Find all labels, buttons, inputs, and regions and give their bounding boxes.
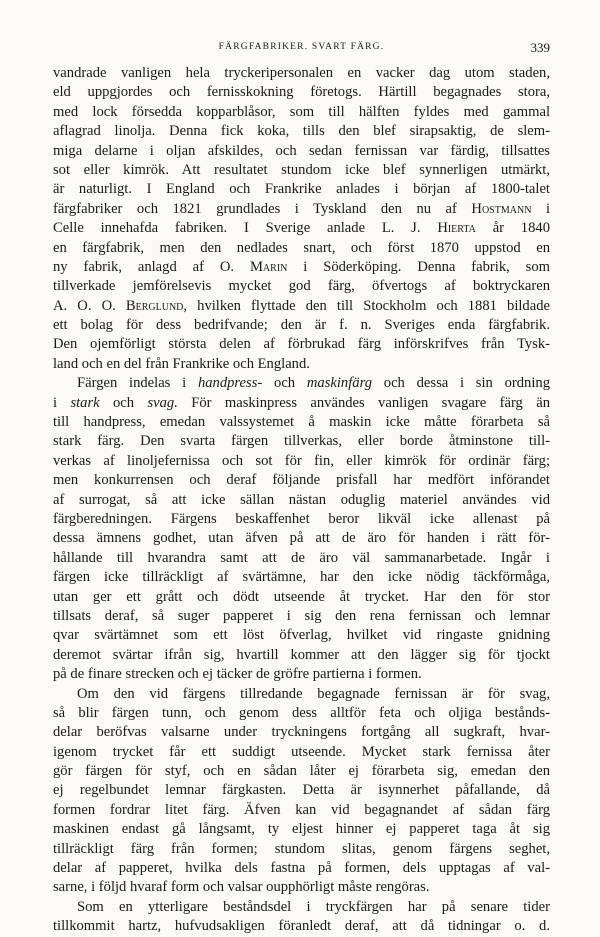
text-line: till handpress, emedan valssystemet å maskin icke måtte förarbeta så — [53, 414, 550, 431]
text-line: miga delarne i oljan afskildes, och sedan fernissan var färdig, tillsattes — [53, 142, 550, 159]
text-line: tillsats deraf, så suger papperet i sig den rena fernissan och lemnar — [53, 607, 550, 624]
line-text: och dessa i sin ordning — [383, 375, 550, 392]
text-line: Om den vid färgens tillredande begagnade fernissan är för svag, — [77, 685, 550, 702]
text-line: ej regelbundet lemnar färgkasten. Detta är isynnerhet påfallande, då — [53, 782, 550, 799]
text-line: eld uppgjordes och fernisskokning företogs. Härtill begagnades stora, — [53, 84, 550, 101]
text-line: vandrade vanligen hela tryckeripersonalen en vacker dag utom staden, — [53, 65, 550, 81]
page-header — [53, 40, 550, 56]
text-line — [53, 258, 550, 277]
line-text: och — [113, 394, 135, 411]
text-line: deremot svärtar ifrån sig, hvartill kommer att den lägger sig för tjockt — [53, 646, 550, 663]
line-text: ny fabrik, anlagd af O. — [53, 258, 235, 275]
text-line: verkas af linoljefernissa och sot för fin, eller kimrök för ordinär färg; — [53, 452, 550, 469]
text-line: ett bolag för dess bedrifvande; den är f. n. Sveriges enda färgfabrik. — [53, 317, 550, 334]
text-line — [53, 374, 550, 393]
line-text: färgfabriker och 1821 grundlades i Tyskland den nu af — [53, 200, 457, 217]
text-line: maskinen endast gå långsamt, ty eljest hinner ej papperet taga åt sig — [53, 821, 550, 838]
text-line: land och en del från Frankrike och England. — [53, 355, 310, 372]
person-name-hierta: Hierta — [437, 220, 476, 237]
text-line: utan ger ett grått och dödt utseende åt trycket. Har den för stor — [53, 588, 550, 605]
text-line: med lock försedda kopparblåsor, som till hälften fyldes med gammal — [53, 103, 550, 120]
text-line: gör färgen för styf, och en sådan låter ej förarbeta sig, emedan den — [53, 763, 550, 780]
person-name-marin: Marin — [249, 258, 288, 275]
text-line: tillkommit hartz, hufvudsakligen föranledt deraf, att då tidningar o. d. — [53, 918, 550, 935]
text-line — [53, 394, 550, 413]
person-name-berglund: Berglund — [125, 297, 184, 314]
text-line: igenom trycket får ett suddigt utseende. Mycket stark fernissa åter — [53, 743, 550, 760]
line-text: i — [545, 200, 550, 217]
text-line: dessa ämnens godhet, utan äfven på att de äro för handen i rätt för- — [53, 530, 550, 547]
text-line: sarne, i följd hvaraf form och valsar oupphörligt måste rengöras. — [53, 879, 430, 896]
text-line — [53, 297, 550, 316]
text-line: är naturligt. I England och Frankrike anlades i början af 1800-talet — [53, 181, 550, 198]
text-line: formen fordrar litet färg. Äfven kan vid begagnandet af sådan färg — [53, 801, 550, 818]
text-line: aflagrad linolja. Denna fick koka, tills den blef sirapsaktig, de slem- — [53, 123, 550, 140]
running-title: FÄRGFABRIKER. SVART FÄRG. — [218, 42, 385, 52]
text-line: delar beröfvas valsarne under tryckningens fortgång all sugkraft, hvar- — [53, 724, 550, 741]
line-text: För maskinpress användes vanligen svagare färg än — [191, 394, 550, 411]
text-line: af surrogat, så att icke sällan nästan oduglig materiel användes vid — [53, 491, 550, 508]
line-text: , hvilken flyttade den till Stockholm och 1881 bildade — [183, 297, 550, 314]
text-line: tillräckligt färg från formen; stundom slitas, genom färgens seghet, — [53, 840, 550, 857]
emphasis-maskinfarg: maskinfärg — [306, 375, 373, 392]
text-line — [53, 219, 550, 238]
page-number: 339 — [530, 40, 550, 55]
text-line: tillverkade jemförelsevis mycket god färg, öfvertogs af boktryckaren — [53, 278, 550, 295]
text-line: stark färg. Den svarta färgen tillverkas, eller borde åtminstone till- — [53, 433, 550, 450]
line-text: år 1840 — [492, 220, 550, 237]
text-line: delar af papperet, hvilka dels fastna på formen, dels upptagas af val- — [53, 860, 550, 877]
emphasis-stark: stark — [70, 394, 100, 411]
text-line: så blir färgen tunn, och genom dess alltför feta och oljiga bestånds- — [53, 704, 550, 721]
line-text: Celle innehafda fabriken. I Sverige anlade L. J. — [53, 220, 421, 237]
body-text — [53, 64, 550, 937]
text-line: hållande till hvarandra samt att de äro väl sammanarbetade. Ingår i — [53, 549, 550, 566]
line-text: och — [274, 375, 296, 392]
text-line: en färgfabrik, men den nedlades snart, och först 1870 uppstod en — [53, 239, 550, 256]
line-text: i — [53, 394, 58, 411]
person-name-hostmann: Hostmann — [471, 200, 532, 217]
text-line: Den ojemförligt största delen af förbrukad färg införskrifves från Tysk- — [53, 336, 550, 353]
text-line: färgen icke tillräckligt af svärtämne, har den icke nödig täckförmåga, — [53, 569, 550, 586]
emphasis-handpress: handpress- — [197, 375, 263, 392]
text-line: qvar svärtämnet som ett löst öfverlag, hvilket vid ringaste gnidning — [53, 627, 550, 644]
line-text: i Söderköping. Denna fabrik, som — [303, 258, 550, 275]
line-text: A. O. O. — [53, 297, 116, 314]
text-line: sot eller kimrök. Att resultatet stundom icke blef synnerligen utmärkt, — [53, 161, 550, 178]
text-line: på de finare strecken och ej täcker de gröfre partierna i formen. — [53, 666, 422, 683]
text-line: färgberedningen. Färgens beskaffenhet beror likväl icke allenast på — [53, 510, 550, 527]
emphasis-svag: svag. — [147, 394, 178, 411]
text-line: men konkurrensen och deraf följande prisfall har medfört införandet — [53, 472, 550, 489]
line-text: Färgen indelas i — [77, 375, 187, 392]
text-line — [53, 200, 550, 219]
text-line: Som en ytterligare beståndsdel i tryckfärgen har på senare tider — [77, 898, 550, 915]
